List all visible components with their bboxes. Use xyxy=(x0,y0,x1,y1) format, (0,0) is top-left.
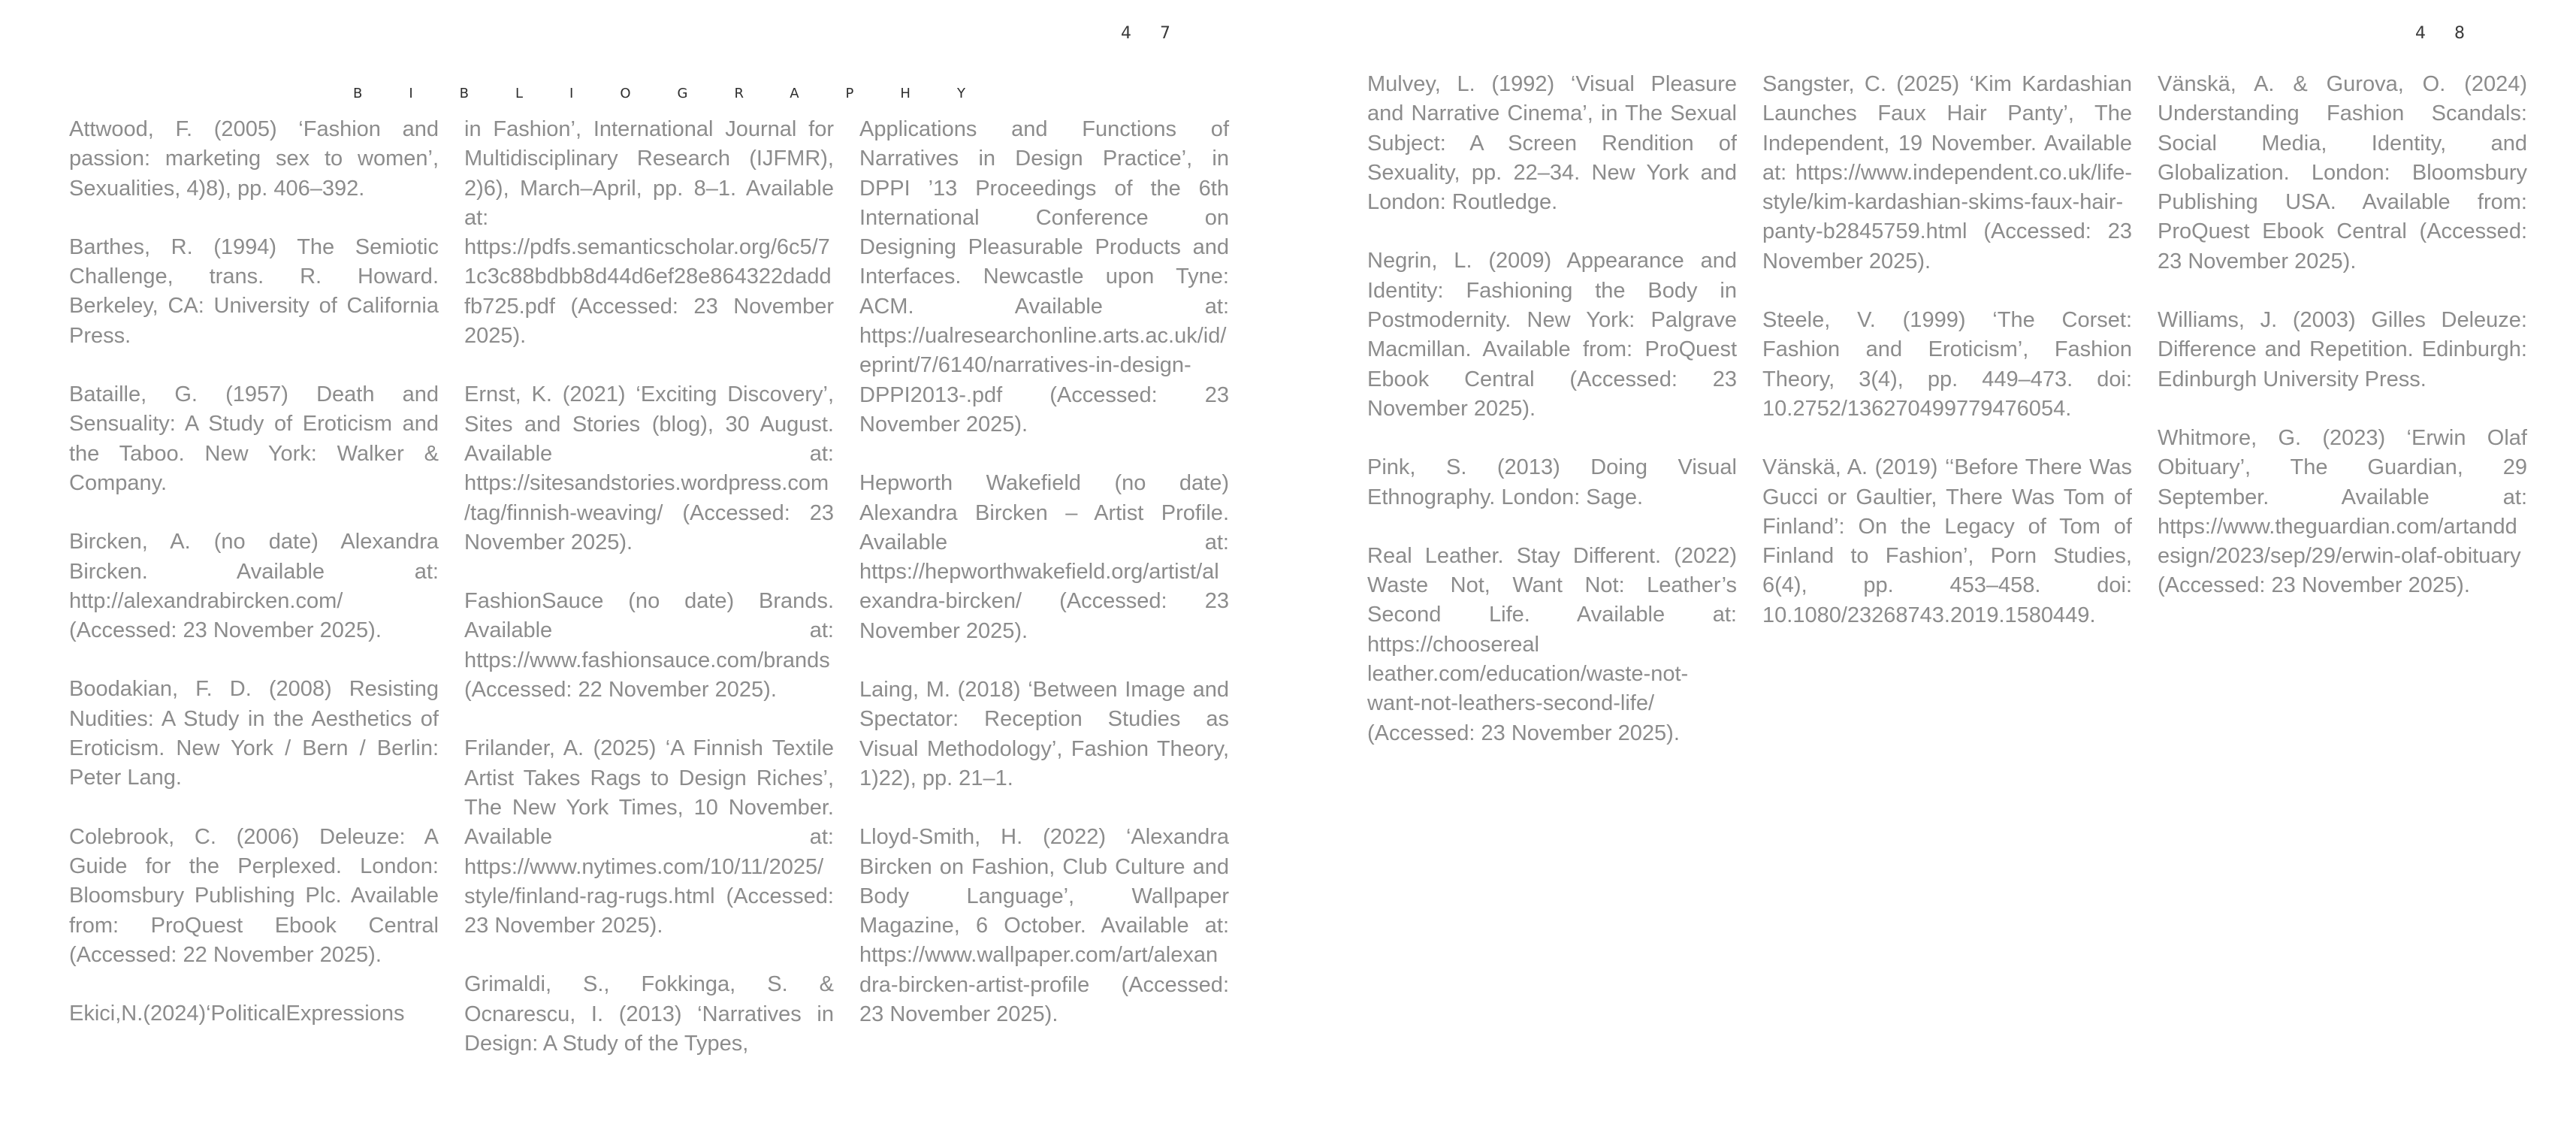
bibliography-entry: Frilander, A. (2025) ‘A Finnish Textile Artist Takes Rags to Design Riches’, The New York Times, 10 November. Available at: https://www.nytimes.com/10/11/2025/style/finland-rag-rugs.html (Accessed: 23 November 2025). xyxy=(464,736,834,938)
bibliography-entry: Real Leather. Stay Different. (2022) Waste Not, Want Not: Leather’s Second Life. Available at: https://choosereal leather.com/education/waste-not-want-not-leathers-second-life/ (Accessed: 23 November 2025). xyxy=(1367,543,1737,745)
bibliography-entry: in Fashion’, International Journal for Multidisciplinary Research (IJFMR), 2)6), March–April, pp. 8–1. Available at: https://pdfs.semanticscholar.org/6c5/71c3c88bdbb8d44d6ef28e864322daddfb725.pdf (Accessed: 23 November 2025). xyxy=(464,117,834,349)
bibliography-entry: Grimaldi, S., Fokkinga, S. & Ocnarescu, I. (2013) ‘Narratives in Design: A Study of the Types, xyxy=(464,972,834,1056)
page-number-left: 47 xyxy=(1121,24,1199,43)
bibliography-entry: Negrin, L. (2009) Appearance and Identity: Fashioning the Body in Postmodernity. New York: Palgrave Macmillan. Available from: ProQuest Ebook Central (Accessed: 23 November 2025). xyxy=(1367,249,1737,421)
bibliography-entry: Sangster, C. (2025) ‘Kim Kardashian Launches Faux Hair Panty’, The Independent, 19 November. Available at: https://www.independent.co.uk/life-style/kim-kardashian-skims-faux-hair-panty-b2845759.html (Accessed: 23 November 2025). xyxy=(1762,72,2132,273)
bibliography-entry: Hepworth Wakefield (no date) Alexandra Bircken – Artist Profile. Available at: https://hepworthwakefield.org/artist/alexandra-bircken/ (Accessed: 23 November 2025). xyxy=(859,471,1229,643)
bibliography-column-4 xyxy=(1367,70,1737,748)
bibliography-column-6 xyxy=(2158,70,2527,601)
bibliography-column-2 xyxy=(464,115,834,1059)
page-number-right: 48 xyxy=(2415,24,2493,43)
bibliography-entry: Bircken, A. (no date) Alexandra Bircken. Available at: http://alexandrabircken.com/ (Accessed: 23 November 2025). xyxy=(69,530,439,643)
bibliography-entry: Vänskä, A. (2019) ‘‘Before There Was Gucci or Gaultier, There Was Tom of Finland’: On the Legacy of Tom of Finland to Fashion’, Porn Studies, 6(4), pp. 453–458. doi: 10.1080/23268743.2019.1580449. xyxy=(1762,455,2132,627)
bibliography-entry: Lloyd-Smith, H. (2022) ‘Alexandra Bircken on Fashion, Club Culture and Body Language’, Wallpaper Magazine, 6 October. Available at: https://www.wallpaper.com/art/alexandra-bircken-artist-profile (Accessed: 23 November 2025). xyxy=(859,825,1229,1027)
bibliography-heading: BIBLIOGRAPHY xyxy=(353,86,1012,101)
bibliography-entry: Mulvey, L. (1992) ‘Visual Pleasure and Narrative Cinema’, in The Sexual Subject: A Screen Rendition of Sexuality, pp. 22–34. New York and London: Routledge. xyxy=(1367,72,1737,215)
bibliography-column-1 xyxy=(69,115,439,1029)
bibliography-entry: Colebrook, C. (2006) Deleuze: A Guide for the Perplexed. London: Bloomsbury Publishing Plc. Available from: ProQuest Ebook Central (Accessed: 22 November 2025). xyxy=(69,824,439,967)
bibliography-entry: FashionSauce (no date) Brands. Available at: https://www.fashionsauce.com/brands (Accessed: 22 November 2025). xyxy=(464,589,834,702)
bibliography-entry: Laing, M. (2018) ‘Between Image and Spectator: Reception Studies as Visual Methodology’, Fashion Theory, 1)22), pp. 21–1. xyxy=(859,678,1229,790)
bibliography-entry: Williams, J. (2003) Gilles Deleuze: Difference and Repetition. Edinburgh: Edinburgh University Press. xyxy=(2158,308,2527,391)
bibliography-entry: Bataille, G. (1957) Death and Sensuality: A Study of Eroticism and the Taboo. New York: Walker & Company. xyxy=(69,382,439,495)
bibliography-column-3 xyxy=(859,115,1229,1029)
bibliography-entry: Steele, V. (1999) ‘The Corset: Fashion and Eroticism’, Fashion Theory, 3(4), pp. 449–473. doi: 10.2752/136270499779476054. xyxy=(1762,308,2132,421)
bibliography-entry: Ernst, K. (2021) ‘Exciting Discovery’, Sites and Stories (blog), 30 August. Available at: https://sitesandstories.wordpress.com/tag/finnish-weaving/ (Accessed: 23 November 2025). xyxy=(464,382,834,554)
bibliography-entry: Barthes, R. (1994) The Semiotic Challenge, trans. R. Howard. Berkeley, CA: University of California Press. xyxy=(69,234,439,348)
bibliography-entry: Attwood, F. (2005) ‘Fashion and passion: marketing sex to women’, Sexualities, 4)8), pp. 406–392. xyxy=(69,117,439,201)
bibliography-entry: Boodakian, F. D. (2008) Resisting Nudities: A Study in the Aesthetics of Eroticism. New York / Bern / Berlin: Peter Lang. xyxy=(69,677,439,790)
bibliography-entry: Pink, S. (2013) Doing Visual Ethnography. London: Sage. xyxy=(1367,455,1737,509)
bibliography-column-5 xyxy=(1762,70,2132,630)
bibliography-entry: Ekici,N.(2024)‘PoliticalExpressions xyxy=(69,1002,405,1026)
bibliography-entry: Vänskä, A. & Gurova, O. (2024) Understanding Fashion Scandals: Social Media, Identity, and Globalization. London: Bloomsbury Publishing USA. Available from: ProQuest Ebook Central (Accessed: 23 November 2025). xyxy=(2158,72,2527,273)
bibliography-entry: Whitmore, G. (2023) ‘Erwin Olaf Obituary’, The Guardian, 29 September. Available at: https://www.theguardian.com/artanddesign/2023/sep/29/erwin-olaf-obituary (Accessed: 23 November 2025). xyxy=(2158,425,2527,598)
bibliography-entry: Applications and Functions of Narratives in Design Practice’, in DPPI ’13 Proceedings of the 6th International Conference on Designing Pleasurable Products and Interfaces. Newcastle upon Tyne: ACM. Available at: https://ualresearchonline.arts.ac.uk/id/eprint/7/6140/narratives-in-design-DPPI2013-.pdf (Accessed: 23 November 2025). xyxy=(859,117,1229,437)
